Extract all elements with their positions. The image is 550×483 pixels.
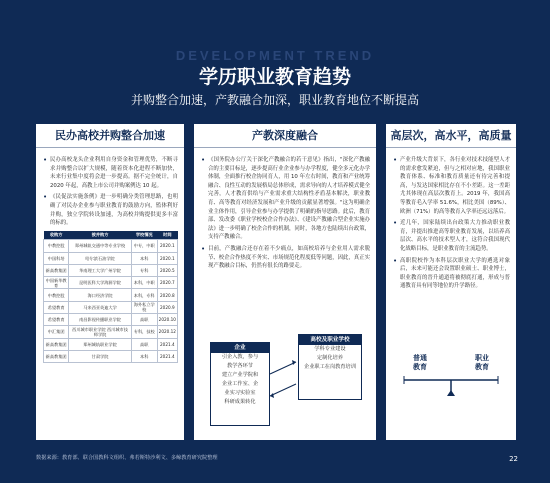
table-cell: 海外私立学校 — [131, 301, 157, 313]
table-cell: 中教控股 — [44, 289, 69, 301]
table-cell: 郑州城轨职业学院 — [69, 338, 132, 350]
enterprise-line: 教学各环节 — [227, 363, 253, 369]
table-cell: 新高教集团 — [44, 338, 69, 350]
school-line: 企业职工在岗教育培训 — [304, 364, 356, 370]
table-cell: 本科 — [131, 252, 157, 264]
vocational-education-label — [462, 354, 502, 372]
table-cell: 马来西亚英迪大学 — [69, 301, 132, 313]
bullet-text: • 《民促法实施条例》进一步明确分类管理思路，也明确了对民办企业参与职业教育的鼓励方向，監体利好并购，独立学院转设加速，为高校并购提供更多丰富的标的。 — [43, 193, 178, 227]
table-cell: 2021.4 — [157, 350, 177, 362]
table-cell: 哈尔滨石油学院 — [69, 252, 132, 264]
table-cell: 中专，中职 — [131, 240, 157, 252]
page-title: 学历职业教育趋势 — [198, 66, 351, 88]
bullet-text: • 目前，产教融合还存在着不少痛点，如高校培养与企业用人需求脱节、校企合作热度不务实、市场规范化程度低等问题，因此，真正实现产教融合目标，仍然有很长的路要走。 — [201, 245, 370, 271]
data-source-note: 数据来源：教育部、联合国教科文组织、弗若斯特沙利文、多鲸教育研究院整理 — [36, 455, 218, 461]
enterprise-box-title: 企业 — [211, 343, 269, 353]
scale-label-line: 普通 — [413, 354, 427, 362]
table-cell: 西川城市职业学院 西川城市技师学院 — [69, 326, 132, 338]
table-cell: 本科 — [131, 350, 157, 362]
table-cell: 专科 — [131, 264, 157, 276]
table-cell: 2020.1 — [157, 240, 177, 252]
table-cell: 希望教育 — [44, 301, 69, 313]
column-mergers — [36, 124, 184, 440]
bullet-text: • 民办高校龙头企业利用自身资金和管理优势，不断寻求并购整合以扩大规模，随着资本化进程不断加快，未来行业集中度将会进一步提高。据不完全统计，自 2020 年起，高教上市公司并购案例达 10 起。 — [43, 156, 178, 190]
scale-label-line: 教育 — [413, 363, 427, 371]
balance-diagram — [396, 344, 506, 404]
enterprise-line: 引企入教，参与 — [221, 354, 259, 360]
bullet-text: • 《国务院办公厅关于深化产教融合的若干意见》指出，"深化产教融合的主要目标是，逐步提高行业企业参与办学程度，健全多元化办学体制，全面推行校企协同育人，用 10 年左右时间，教育和产业统筹融合、良性互动的发展格局总体形成，需求导向的人才培养模式健全完善，人才教育供给与产业需求重大结构性矛盾基本解决，职业教育、高等教育对经济发展和产业升级的贡献显著增强。"这为明确企业主体作用，引导企业参与办学提供了明确的指导思路。此后，教育部、发改委《职业学校校企合作办法》、《建设产教融合型企业实施办法》进一步明确了校企合作的机制，同时，各地方也陆续出台政策，支持产教融合。 — [201, 156, 370, 242]
table-row — [44, 338, 178, 350]
column-body — [393, 156, 510, 294]
table-cell: 高职 — [131, 314, 157, 326]
table-cell: 2020.8 — [157, 289, 177, 301]
balance-scale-icon — [396, 344, 506, 404]
column-industry-education — [194, 124, 376, 440]
exchange-arrows — [268, 334, 300, 432]
table-cell: 华南理工大学广州学院 — [69, 264, 132, 276]
table-body — [44, 240, 178, 363]
scale-label-line: 职业 — [475, 354, 489, 362]
table-header: 被并购方 — [69, 231, 132, 240]
general-education-label — [400, 354, 440, 372]
column-high-level — [386, 124, 516, 440]
table-cell: 希望教育 — [44, 314, 69, 326]
table-cell: 本科，中职 — [131, 277, 157, 289]
table-cell: 海口经济学院 — [69, 289, 132, 301]
table-row — [44, 350, 178, 362]
acquisition-table — [43, 231, 178, 363]
enterprise-line: 建立产业学院和 — [221, 372, 259, 378]
enterprise-line: 业实习实验室 — [224, 390, 256, 396]
table-row — [44, 240, 178, 252]
table-row — [44, 289, 178, 301]
school-box — [298, 334, 362, 400]
column-heading: 民办高校并购整合加速 — [36, 124, 184, 148]
background-watermark-word: DEVELOPMENT TREND — [175, 48, 375, 63]
table-row — [44, 314, 178, 326]
table-cell: 甘肃学院 — [69, 350, 132, 362]
page-subtitle: 并购整合加速，产教融合加深，职业教育地位不断提高 — [130, 93, 419, 107]
table-row — [44, 277, 178, 289]
column-body — [43, 156, 178, 363]
table-header: 收购方 — [44, 231, 69, 240]
table-cell: 本科，专科 — [131, 289, 157, 301]
table-cell: 2020.7 — [157, 277, 177, 289]
school-box-title: 高校及职业学校 — [299, 335, 361, 345]
table-cell: 2020.5 — [157, 264, 177, 276]
cooperation-diagram — [206, 334, 366, 432]
scale-label-line: 教育 — [475, 363, 489, 371]
table-cell: 新高教集团 — [44, 264, 69, 276]
table-cell: 专科，技校 — [131, 326, 157, 338]
bullet-text: • 产业升级大背景下，各行业对技术技能型人才的需求愈发紧迫，但与之相对应地，我国职业教育体系、标准和教育质量还有待完善和提高，与发达国家相比存在不小差距。这一差距尤其体现在高层次教育上。2019 年，我国高等教育毛入学率 51.6%，相比美国（89%）、欧洲（71%）的高等教育入学率还远远落后。 — [393, 156, 510, 216]
table-row — [44, 264, 178, 276]
table-cell: 2020.1 — [157, 252, 177, 264]
enterprise-line: 企业工作室、企 — [221, 381, 259, 387]
bullet-text: • 近几年，国家陆续出台政策大力推动职业教育，并提出推进高等职业教育发展，以培养高层次、高水平的技术型人才，这符合我国现代化战略目标，是职业教育的主流趋势。 — [393, 219, 510, 253]
table-cell: 昆明医科大学海源学院 — [69, 277, 132, 289]
table-header: 学校情况 — [131, 231, 157, 240]
column-heading: 高层次，高水平，高质量 — [386, 124, 516, 148]
table-cell: 2021.4 — [157, 338, 177, 350]
table-cell: 中国科培 — [44, 252, 69, 264]
column-heading: 产教深度融合 — [194, 124, 376, 148]
table-cell: 2020.10 — [157, 314, 177, 326]
table-cell: 2020.12 — [157, 326, 177, 338]
enterprise-box — [210, 342, 270, 426]
school-line: 学科专业建设 — [314, 346, 346, 352]
table-row — [44, 301, 178, 313]
page-number: 22 — [509, 455, 518, 463]
enterprise-line: 科研成果转化 — [224, 399, 256, 405]
table-cell: 新高教集团 — [44, 350, 69, 362]
bullet-text: • 高职院校作为本科层次职业大学的遴选对象后，未来可能还会设置职业硕士、职业博士，职业教育的晋升通道将被彻底打通，形成与普通教育具有同等地位的升学路径。 — [393, 257, 510, 291]
table-cell: 郑州城轨交通中等专业学校 — [69, 240, 132, 252]
school-line: 定制化培养 — [317, 355, 343, 361]
table-cell: 南昌影视传播职业学院 — [69, 314, 132, 326]
table-row — [44, 252, 178, 264]
table-cell: 中汇集团 — [44, 326, 69, 338]
table-header: 时间 — [157, 231, 177, 240]
table-cell: 中教控股 — [44, 240, 69, 252]
column-body — [201, 156, 370, 274]
table-row — [44, 326, 178, 338]
table-cell: 中国新华教育 — [44, 277, 69, 289]
table-cell: 高职 — [131, 338, 157, 350]
table-cell: 2020.9 — [157, 301, 177, 313]
